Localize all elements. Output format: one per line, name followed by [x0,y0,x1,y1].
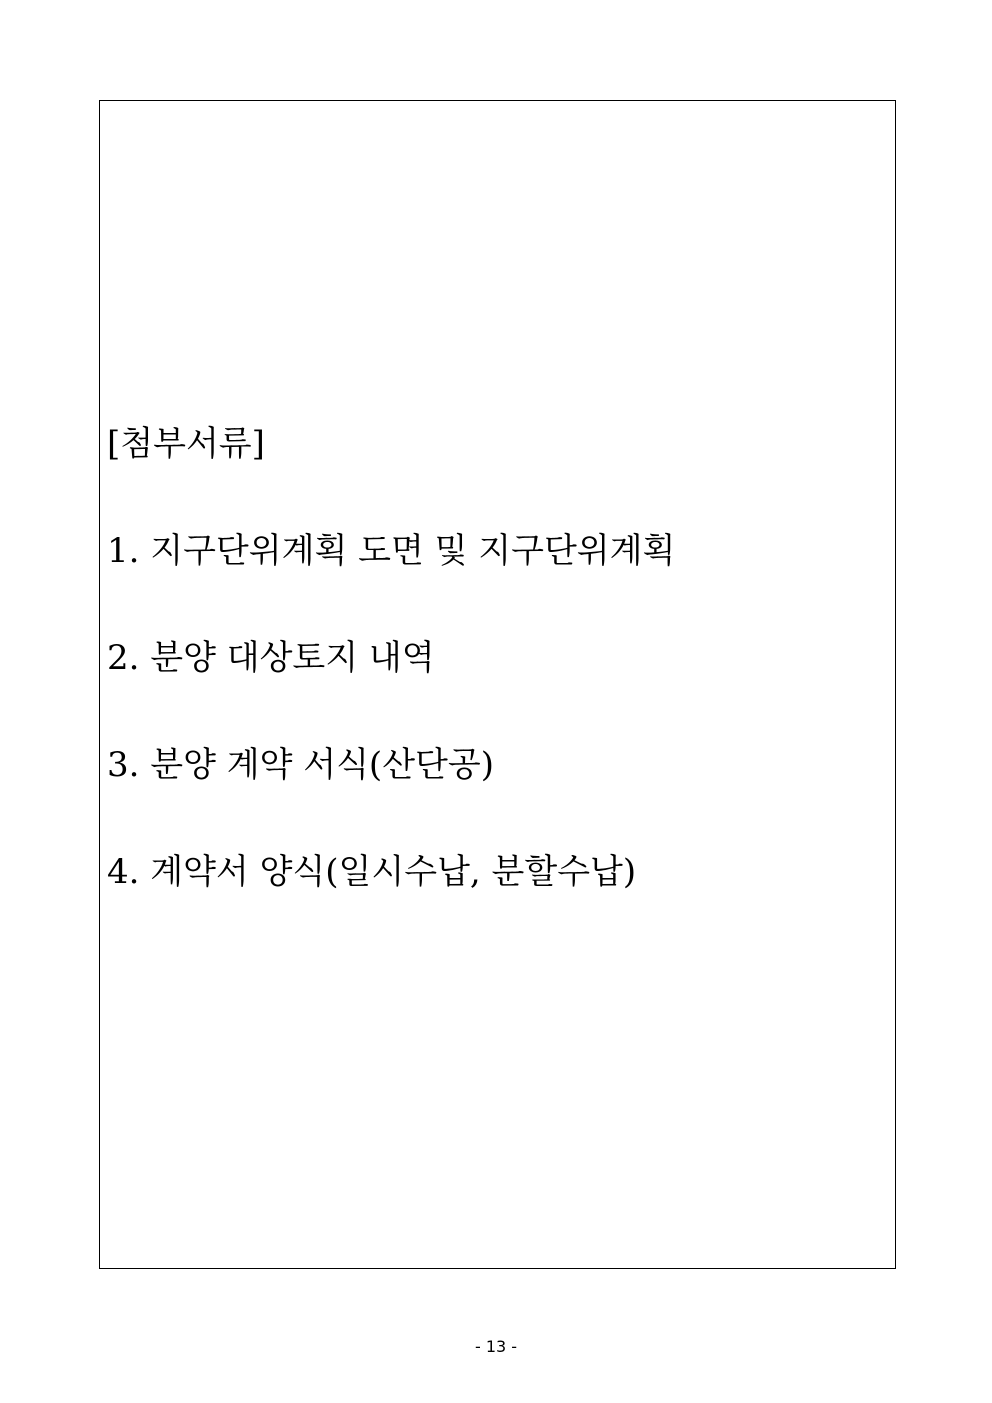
attachment-item: 1. 지구단위계획 도면 및 지구단위계획 [107,531,676,571]
attachment-item: 2. 분양 대상토지 내역 [107,638,435,678]
document-frame [99,100,896,1269]
attachment-item: 3. 분양 계약 서식(산단공) [107,745,494,785]
page-number: - 13 - [474,1337,518,1356]
attachment-item: 4. 계약서 양식(일시수납, 분할수납) [107,852,637,892]
section-title: [첨부서류] [107,424,265,464]
